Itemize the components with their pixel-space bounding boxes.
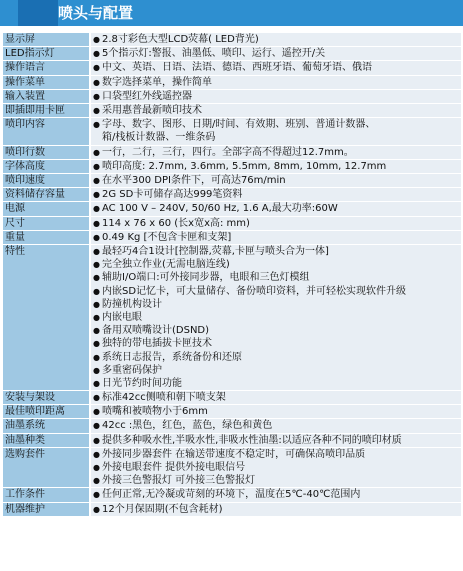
spec-value-line: [93, 231, 461, 244]
spec-label: 操作语言: [3, 61, 90, 75]
spec-value-line: [93, 131, 461, 144]
spec-value: [90, 89, 461, 103]
spec-row: [3, 216, 461, 230]
spec-value-text: 42cc :黑色，红色，蓝色，绿色和黄色: [102, 420, 273, 432]
spec-value-text: 2.8寸彩色大型LCD荧幕( LED背光): [102, 34, 259, 45]
bullet-icon: ●: [93, 407, 100, 417]
bullet-icon: ●: [93, 190, 100, 200]
spec-table: [3, 33, 461, 517]
spec-value: [90, 245, 461, 391]
spec-row: [3, 230, 461, 244]
spec-value-line: [93, 298, 461, 311]
spec-value-line: [93, 146, 461, 159]
spec-label: 工作条件: [3, 488, 90, 502]
spec-value-line: [93, 188, 461, 201]
spec-row: [3, 433, 461, 447]
section-title: 喷头与配置: [58, 4, 134, 22]
spec-value-line: [93, 47, 461, 60]
bullet-icon: ●: [93, 77, 100, 87]
spec-value-text: 多重密码保护: [102, 364, 162, 376]
spec-value-line: [93, 258, 461, 271]
spec-value-text: 内嵌电眼: [102, 311, 142, 323]
spec-value-line: [93, 217, 461, 230]
spec-value-line: [93, 118, 461, 131]
spec-label: 尺寸: [3, 216, 90, 230]
spec-label: LED指示灯: [3, 47, 90, 61]
spec-value-line: [93, 337, 461, 350]
spec-value: [90, 159, 461, 173]
spec-value: [90, 216, 461, 230]
spec-row: [3, 391, 461, 405]
bullet-icon: ●: [93, 504, 100, 514]
spec-value-text: 口袋型红外线遥控器: [102, 90, 192, 102]
bullet-icon: ●: [93, 449, 100, 459]
spec-value: [90, 202, 461, 216]
bullet-icon: ●: [93, 161, 100, 171]
spec-value-line: [93, 324, 461, 337]
spec-value-text: 喷嘴和被喷物小于6mm: [102, 406, 208, 418]
spec-value-line: [93, 488, 461, 501]
spec-value: [90, 419, 461, 433]
spec-value-line: [93, 202, 461, 215]
spec-row: [3, 33, 461, 47]
spec-value-line: [93, 461, 461, 474]
spec-label: 油墨种类: [3, 433, 90, 447]
spec-label: 显示屏: [3, 33, 90, 47]
bullet-icon: ●: [93, 421, 100, 431]
bullet-icon: ●: [93, 218, 100, 228]
spec-value-line: [93, 391, 461, 404]
spec-label: 资料储存容量: [3, 188, 90, 202]
spec-value-text: 完全独立作业(无需电脑连线): [102, 259, 230, 271]
spec-value-text: 系统日志报告，系统备份和还原: [102, 351, 242, 363]
spec-value-line: [93, 419, 461, 432]
spec-label: 电源: [3, 202, 90, 216]
spec-value-text: 外接同步器套件 在输送带速度不稳定时，可确保高喷印品质: [102, 448, 366, 460]
spec-value: [90, 61, 461, 75]
spec-value: [90, 391, 461, 405]
bullet-icon: ●: [93, 476, 100, 486]
bullet-icon: ●: [93, 63, 100, 73]
spec-value-line: [93, 503, 461, 516]
spec-value-text: 外接电眼套件 提供外接电眼信号: [102, 462, 246, 474]
bullet-icon: ●: [93, 91, 100, 101]
spec-value: [90, 104, 461, 118]
spec-value-line: [93, 448, 461, 461]
spec-value-line: [93, 271, 461, 284]
bullet-icon: ●: [93, 463, 100, 473]
spec-value-line: [93, 90, 461, 103]
spec-row: [3, 47, 461, 61]
spec-value: [90, 405, 461, 419]
bullet-icon: ●: [93, 232, 100, 242]
bullet-icon: ●: [93, 204, 100, 214]
spec-label: 操作菜单: [3, 75, 90, 89]
spec-row: [3, 502, 461, 516]
spec-value: [90, 75, 461, 89]
bullet-icon: ●: [93, 106, 100, 116]
bullet-icon: ●: [93, 260, 100, 270]
spec-label: 特性: [3, 245, 90, 391]
spec-row: [3, 118, 461, 145]
bullet-icon: ●: [93, 326, 100, 336]
spec-value-text: 标准42cc侧喷和朝下喷支架: [102, 392, 226, 404]
spec-row: [3, 89, 461, 103]
bullet-icon: ●: [93, 120, 100, 130]
spec-value-text: 2G SD卡可储存高达999笔资料: [102, 189, 243, 201]
spec-value: [90, 47, 461, 61]
spec-value-text: 中文、英语、日语、法语、德语、西班牙语、葡萄牙语、俄语: [102, 62, 372, 74]
spec-label: 安装与架设: [3, 391, 90, 405]
spec-row: [3, 245, 461, 391]
spec-value: [90, 230, 461, 244]
spec-row: [3, 61, 461, 75]
spec-value: [90, 33, 461, 47]
spec-row: [3, 104, 461, 118]
spec-row: [3, 159, 461, 173]
bullet-icon: ●: [93, 35, 100, 44]
spec-label: 重量: [3, 230, 90, 244]
spec-row: [3, 188, 461, 202]
spec-value-text: 采用惠普最新喷印技术: [102, 105, 202, 117]
spec-label: 喷印内容: [3, 118, 90, 145]
spec-label: 输入装置: [3, 89, 90, 103]
spec-value-text: 外接三色警报灯 可外接三色警报灯: [102, 475, 256, 487]
bullet-icon: ●: [93, 49, 100, 59]
bullet-icon: ●: [93, 299, 100, 309]
spec-value-text: 任何正常,无冷凝或苛刻的环境下，温度在5℃-40℃范围内: [102, 489, 361, 501]
spec-value-text: 防撞机构设计: [102, 298, 162, 310]
spec-value-text: 独特的带电插拔卡匣技术: [102, 338, 212, 350]
spec-value-text: 日光节约时间功能: [102, 377, 182, 389]
spec-value-text: 0.49 Kg [不包含卡匣和支架]: [102, 231, 232, 243]
spec-value-line: [93, 76, 461, 89]
spec-row: [3, 202, 461, 216]
spec-value: [90, 447, 461, 488]
spec-label: 喷印行数: [3, 145, 90, 159]
spec-value: [90, 188, 461, 202]
spec-value-text: 一行，二行，三行，四行。全部字高不得超过12.7mm。: [102, 146, 354, 158]
spec-value: [90, 118, 461, 145]
spec-value: [90, 488, 461, 502]
bullet-icon: ●: [93, 247, 100, 257]
spec-value-text: 114 x 76 x 60 (长x宽x高: mm): [102, 217, 250, 229]
bullet-icon: ●: [93, 286, 100, 296]
spec-row: [3, 419, 461, 433]
spec-label: 字体高度: [3, 159, 90, 173]
spec-value-line: [93, 405, 461, 418]
spec-value-text: 内嵌SD记忆卡，可大量储存、备份喷印资料，并可轻松实现软件升级: [102, 285, 407, 297]
spec-value-text: 备用双喷嘴设计(DSND): [102, 325, 210, 337]
spec-label: 选购套件: [3, 447, 90, 488]
spec-label: 最佳喷印距离: [3, 405, 90, 419]
spec-value-text: 箱/栈板计数器、一维条码: [102, 132, 216, 144]
spec-value-line: [93, 364, 461, 377]
spec-label: 即插即用卡匣: [3, 104, 90, 118]
spec-value: [90, 174, 461, 188]
spec-value: [90, 145, 461, 159]
spec-value-line: [93, 285, 461, 298]
bullet-icon: ●: [93, 365, 100, 375]
bullet-icon: ●: [93, 147, 100, 157]
bullet-icon: ●: [93, 393, 100, 403]
spec-value-line: [93, 160, 461, 173]
spec-value-text: 字母、数字、图形、日期/时间、有效期、班别、普通计数器、: [102, 119, 376, 131]
spec-row: [3, 405, 461, 419]
spec-value: [90, 433, 461, 447]
bullet-icon: ●: [93, 176, 100, 185]
spec-table-body: [3, 33, 461, 516]
spec-value-text: 在水平300 DPI条件下，可高达76m/min: [102, 175, 286, 186]
spec-value-text: 最轻巧4合1设计[控制器,荧幕,卡匣与喷头合为一体]: [102, 246, 329, 258]
bullet-icon: ●: [93, 490, 100, 500]
spec-row: [3, 488, 461, 502]
spec-value-line: [93, 104, 461, 117]
spec-row: [3, 75, 461, 89]
spec-value-line: [93, 61, 461, 74]
spec-label: 喷印速度: [3, 174, 90, 188]
spec-label: 油墨系统: [3, 419, 90, 433]
spec-value-text: 12个月保固期(不包含耗材): [102, 503, 223, 515]
bullet-icon: ●: [93, 435, 100, 445]
bullet-icon: ●: [93, 339, 100, 349]
spec-row: [3, 145, 461, 159]
spec-value-line: [93, 434, 461, 447]
bullet-icon: ●: [93, 273, 100, 283]
spec-value-text: AC 100 V – 240V, 50/60 Hz, 1.6 A,最大功率:60W: [102, 203, 338, 215]
spec-value: [90, 502, 461, 516]
bullet-icon: ●: [93, 312, 100, 322]
spec-value-text: 提供多种吸水性,半吸水性,非吸水性油墨:以适应各种不同的喷印材质: [102, 434, 402, 446]
spec-value-line: [93, 311, 461, 324]
spec-value-text: 5个指示灯:警报、油墨低、喷印、运行、遥控开/关: [102, 48, 326, 60]
section-header: [0, 0, 463, 26]
spec-value-text: 数字选择菜单，操作简单: [102, 76, 212, 88]
spec-value-line: [93, 474, 461, 487]
spec-value-line: [93, 351, 461, 364]
bullet-icon: ●: [93, 378, 100, 388]
spec-value-line: [93, 245, 461, 258]
spec-row: [3, 174, 461, 188]
spec-value-line: [93, 174, 461, 187]
spec-value-text: 喷印高度: 2.7mm, 3.6mm, 5.5mm, 8mm, 10mm, 12.7mm: [102, 160, 387, 172]
spec-label: 机器维护: [3, 502, 90, 516]
spec-row: [3, 447, 461, 488]
bullet-icon: ●: [93, 352, 100, 362]
spec-value-line: [93, 377, 461, 390]
spec-value-text: 辅助I/O端口:可外接同步器，电眼和三色灯模组: [102, 272, 310, 284]
header-accent: [18, 0, 58, 26]
spec-value-line: [93, 33, 461, 46]
